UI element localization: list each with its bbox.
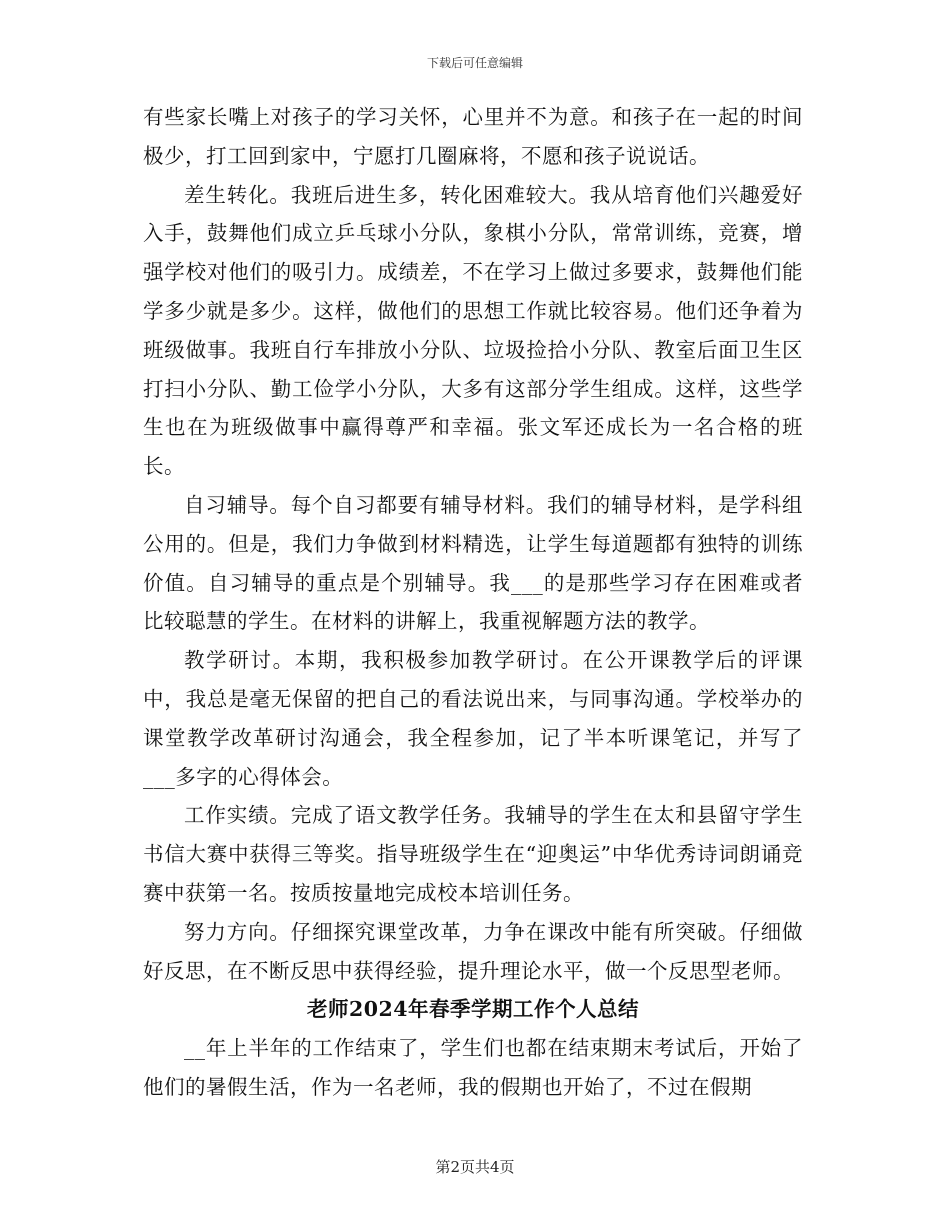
paragraph-direction: 努力方向。仔细探究课堂改革，力争在课改中能有所突破。仔细做好反思，在不断反思中获得经验，提升理论水平，做一个反思型老师。 <box>143 919 803 983</box>
page-header: 下载后可任意编辑 <box>426 56 523 70</box>
paragraph-achievements: 工作实绩。完成了语文教学任务。我辅导的学生在太和县留守学生书信大赛中获得三等奖。指导班级学生在“迎奥运”中华优秀诗词朗诵竞赛中获第一名。按质按量地完成校本培训任务。 <box>143 803 803 905</box>
paragraph-teaching-research: 教学研讨。本期，我积极参加教学研讨。在公开课教学后的评课中，我总是毫无保留的把自己的看法说出来，与同事沟通。学校举办的课堂教学改革研讨沟通会，我全程参加，记了半本听课笔记，并写了___多字的心得体会。 <box>143 648 803 789</box>
section-title: 老师2024年春季学期工作个人总结 <box>306 997 640 1022</box>
document-body <box>143 98 803 1107</box>
paragraph-self-study: 自习辅导。每个自习都要有辅导材料。我们的辅导材料，是学科组公用的。但是，我们力争做到材料精选，让学生每道题都有独特的训练价值。自习辅导的重点是个别辅导。我___的是那些学习存在困难或者比较聪慧的学生。在材料的讲解上，我重视解题方法的教学。 <box>143 492 803 634</box>
paragraph-continuation: 有些家长嘴上对孩子的学习关怀，心里并不为意。和孩子在一起的时间极少，打工回到家中，宁愿打几圈麻将，不愿和孩子说说话。 <box>143 105 803 168</box>
paragraph-summary-intro: __年上半年的工作结束了，学生们也都在结束期末考试后，开始了他们的暑假生活，作为一名老师，我的假期也开始了，不过在假期 <box>143 1036 803 1099</box>
page-number: 第2页共4页 <box>435 1158 515 1176</box>
paragraph-struggling-students: 差生转化。我班后进生多，转化困难较大。我从培育他们兴趣爱好入手，鼓舞他们成立乒乓球小分队，象棋小分队，常常训练，竞赛，增强学校对他们的吸引力。成绩差，不在学习上做过多要求，鼓舞他们能学多少就是多少。这样，做他们的思想工作就比较容易。他们还争着为班级做事。我班自行车排放小分队、垃圾捡拾小分队、教室后面卫生区打扫小分队、勤工俭学小分队，大多有这部分学生组成。这样，这些学生也在为班级做事中赢得尊严和幸福。张文军还成长为一名合格的班长。 <box>143 182 803 479</box>
